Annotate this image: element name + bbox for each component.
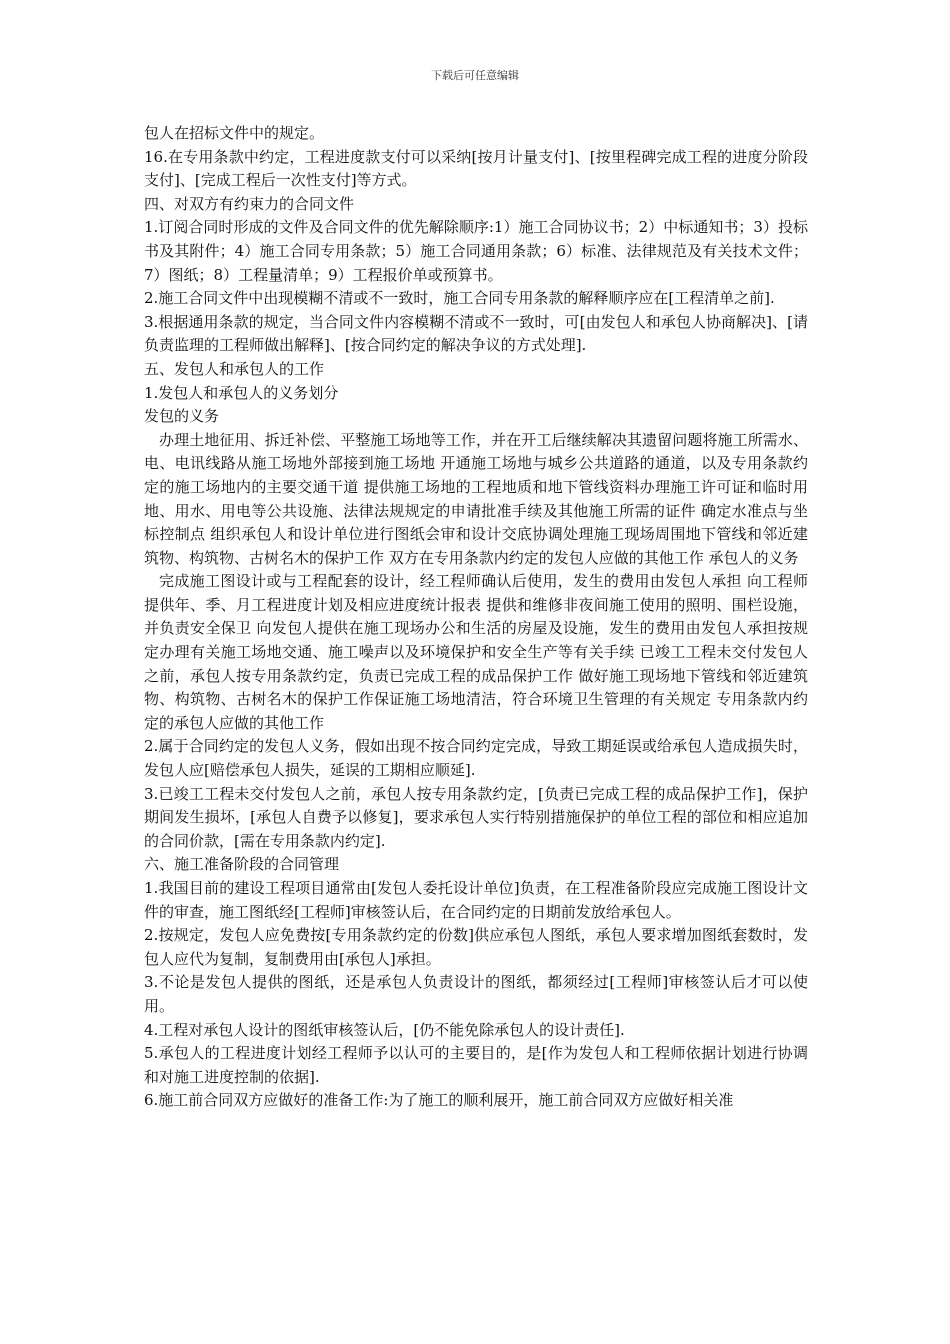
paragraph: 1.我国目前的建设工程项目通常由[发包人委托设计单位]负责，在工程准备阶段应完成施工图设计文件的审查，施工图纸经[工程师]审核签认后，在合同约定的日期前发放给承包人。 bbox=[144, 879, 808, 921]
section-heading: 四、对双方有约束力的合同文件 bbox=[144, 194, 355, 213]
page-header: 下载后可任意编辑 bbox=[431, 69, 519, 82]
paragraph: 3.根据通用条款的规定，当合同文件内容模糊不清或不一致时，可[由发包人和承包人协商解决]、[请负责监理的工程师做出解释]、[按合同约定的解决争议的方式处理]. bbox=[144, 312, 808, 355]
paragraph: 2.属于合同约定的发包人义务，假如出现不按合同约定完成，导致工期延误或给承包人造成损失时，发包人应[赔偿承包人损失，延误的工期相应顺延]. bbox=[144, 737, 808, 780]
section-heading: 六、施工准备阶段的合同管理 bbox=[144, 855, 340, 874]
paragraph: 4.工程对承包人设计的图纸审核签认后，[仍不能免除承包人的设计责任]. bbox=[144, 1020, 625, 1039]
paragraph: 包人在招标文件中的规定。 bbox=[144, 124, 325, 142]
paragraph: 2.施工合同文件中出现模糊不清或不一致时，施工合同专用条款的解释顺序应在[工程清单之前]. bbox=[144, 289, 775, 308]
subheading: 1.发包人和承包人的义务划分 bbox=[144, 383, 339, 402]
paragraph: 6.施工前合同双方应做好的准备工作:为了施工的顺利展开，施工前合同双方应做好相关准 bbox=[144, 1091, 734, 1110]
paragraph: 3.已竣工工程未交付发包人之前，承包人按专用条款约定，[负责已完成工程的成品保护工作]，保护期间发生损坏，[承包人自费予以修复]，要求承包人实行特别措施保护的单位工程的部位和相应追加的合同价款，[需在专用条款内约定]. bbox=[144, 784, 808, 850]
paragraph: 5.承包人的工程进度计划经工程师予以认可的主要目的，是[作为发包人和工程师依据计划进行协调和对施工进度控制的依据]. bbox=[144, 1044, 808, 1086]
paragraph: 16.在专用条款中约定，工程进度款支付可以采纳[按月计量支付]、[按里程碑完成工程的进度分阶段支付]、[完成工程后一次性支付]等方式。 bbox=[144, 147, 808, 190]
paragraph: 完成施工图设计或与工程配套的设计，经工程师确认后使用，发生的费用由发包人承担 向工程师提供年、季、月工程进度计划及相应进度统计报表 提供和维修非夜间施工使用的照明、围栏设施，并负责安全保卫 向发包人提供在施工现场办公和生活的房屋及设施，发生的费用由发包人承担按规定办理有关施工场地交通、施工噪声以及环境保护和安全生产等有关手续 已竣工工程未交付发包人之前，承包人按专用条款约定，负责已完成工程的成品保护工作 做好施工现场地下管线和邻近建筑物、构筑物、古树名木的保护工作保证施工场地清洁，符合环境卫生管理的有关规定 专用条款内约定的承包人应做的其他工作 bbox=[144, 572, 808, 732]
paragraph: 办理土地征用、拆迁补偿、平整施工场地等工作，并在开工后继续解决其遗留问题将施工所需水、电、电讯线路从施工场地外部接到施工场地 开通施工场地与城乡公共道路的通道，以及专用条款约定的施工场地内的主要交通干道 提供施工场地的工程地质和地下管线资料办理施工许可证和临时用地、用水、用电等公共设施、法律法规规定的申请批准手续及其他施工所需的证件 确定水准点与坐标控制点 组织承包人和设计单位进行图纸会审和设计交底协调处理施工现场周围地下管线和邻近建筑物、构筑物、古树名木的保护工作 双方在专用条款内约定的发包人应做的其他工作 承包人的义务 bbox=[144, 430, 808, 567]
paragraph: 1.订阅合同时形成的文件及合同文件的优先解除顺序:1）施工合同协议书；2）中标通知书；3）投标书及其附件；4）施工合同专用条款；5）施工合同通用条款；6）标准、法律规范及有关技术文件；7）图纸；8）工程量清单；9）工程报价单或预算书。 bbox=[144, 218, 808, 284]
section-heading: 五、发包人和承包人的工作 bbox=[144, 359, 325, 378]
paragraph: 2.按规定，发包人应免费按[专用条款约定的份数]供应承包人图纸，承包人要求增加图纸套数时，发包人应代为复制，复制费用由[承包人]承担。 bbox=[144, 926, 808, 968]
subheading: 发包的义务 bbox=[144, 407, 220, 426]
paragraph: 3.不论是发包人提供的图纸，还是承包人负责设计的图纸，都须经过[工程师]审核签认后才可以使用。 bbox=[144, 973, 808, 1015]
document-body bbox=[144, 122, 808, 1113]
